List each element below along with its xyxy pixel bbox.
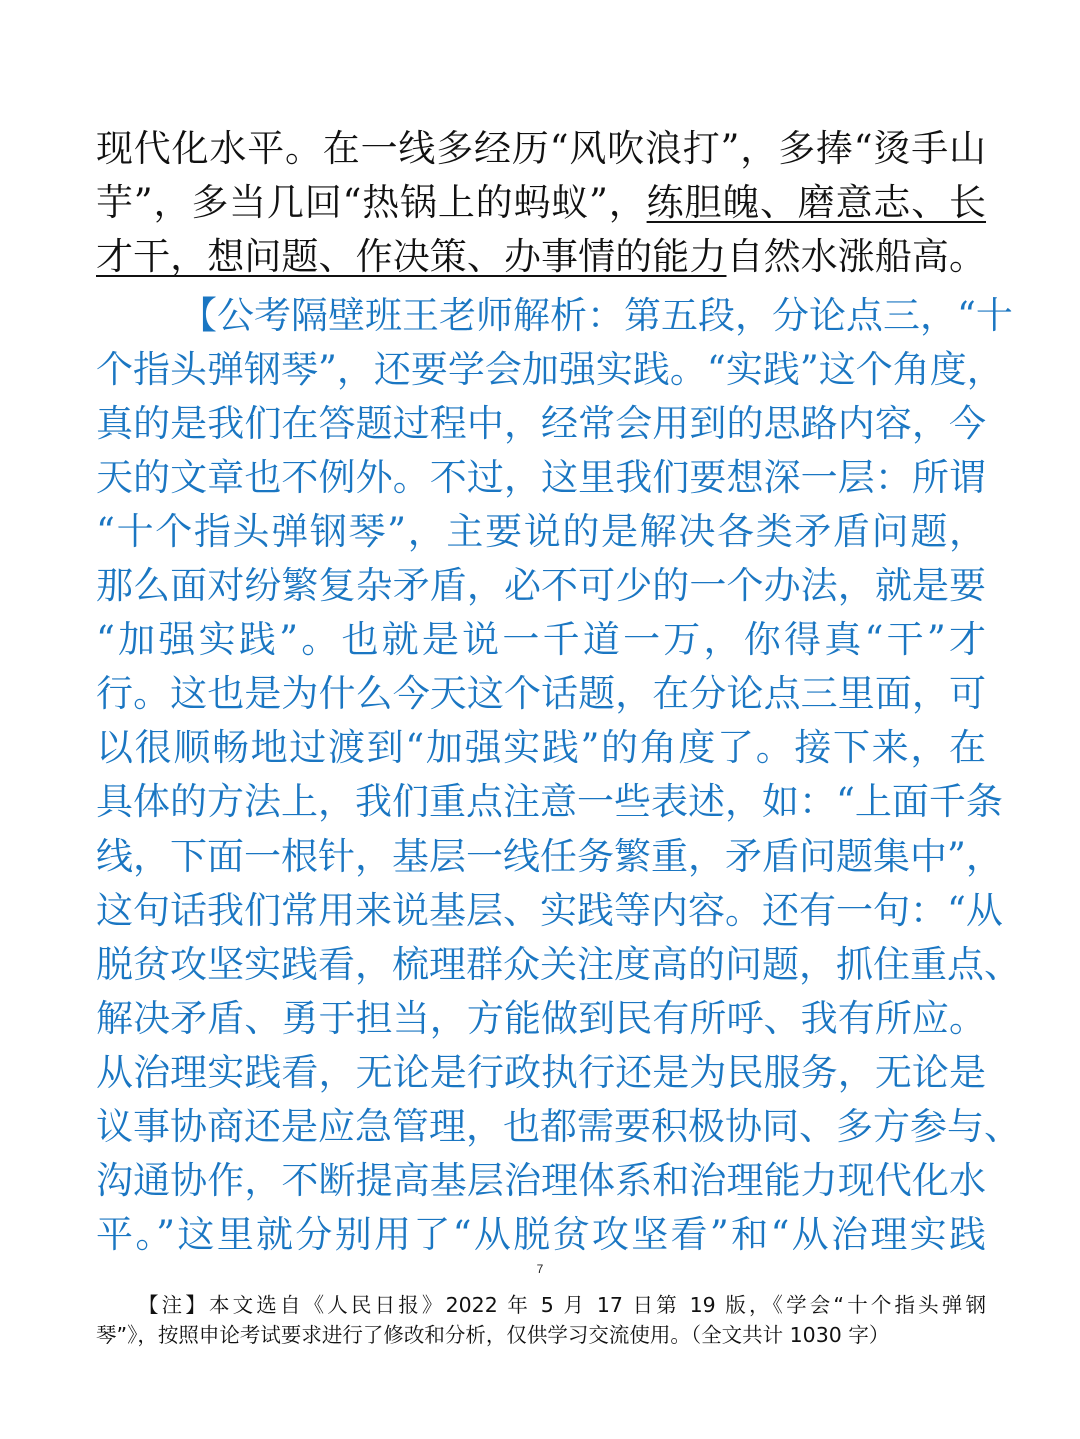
analysis-text-line: “加强实践”。也就是说一千道一万，你得真“干”才: [96, 618, 986, 662]
analysis-text-line: 真的是我们在答题过程中，经常会用到的思路内容，今: [96, 402, 986, 446]
body-text: 自然水涨船高。: [726, 235, 987, 278]
analysis-text-line: 个指头弹钢琴”，还要学会加强实践。“实践”这个角度，: [96, 348, 1004, 392]
analysis-text-line: 从治理实践看，无论是行政执行还是为民服务，无论是: [96, 1050, 986, 1094]
underlined-text: 练胆魄、磨意志、长: [646, 181, 987, 224]
analysis-text-line: “十个指头弹钢琴”，主要说的是解决各类矛盾问题，: [96, 510, 986, 554]
body-text: 现代化水平。在一线多经历“风吹浪打”，多捧“烫手山: [96, 127, 986, 170]
footnote-line: 【注】本文选自《人民日报》2022 年 5 月 17 日第 19 版，《学会“十个指头弹钢: [138, 1293, 986, 1317]
underlined-text: 才干，想问题、作决策、办事情的能力: [96, 235, 727, 278]
analysis-text-line: 那么面对纷繁复杂矛盾，必不可少的一个办法，就是要: [96, 564, 986, 608]
analysis-text-line: 具体的方法上，我们重点注意一些表述，如：“上面千条: [96, 780, 1003, 824]
analysis-text-line: 沟通协作，不断提高基层治理体系和治理能力现代化水: [96, 1158, 986, 1202]
analysis-text-line: 脱贫攻坚实践看，梳理群众关注度高的问题，抓住重点、: [96, 942, 1021, 986]
analysis-text-line: 平。”这里就分别用了“从脱贫攻坚看”和“从治理实践: [96, 1212, 986, 1256]
page-number: 7: [536, 1262, 544, 1276]
footnote-line: 琴”》，按照申论考试要求进行了修改和分析，仅供学习交流使用。（全文共计 1030 字）: [96, 1323, 890, 1347]
body-text-line: [96, 176, 986, 230]
analysis-text-line: 天的文章也不例外。不过，这里我们要想深一层：所谓: [96, 456, 986, 500]
analysis-text-line: 以很顺畅地过渡到“加强实践”的角度了。接下来，在: [96, 726, 986, 770]
body-text-line: [96, 122, 986, 176]
body-text: 芋”，多当几回“热锅上的蚂蚁”，: [96, 181, 647, 224]
analysis-text-line: 议事协商还是应急管理，也都需要积极协同、多方参与、: [96, 1104, 1021, 1148]
analysis-text-line: 这句话我们常用来说基层、实践等内容。还有一句：“从: [96, 888, 1003, 932]
analysis-text-line: 【公考隔壁班王老师解析：第五段，分论点三，“十: [180, 294, 1013, 337]
analysis-text-line: 解决矛盾、勇于担当，方能做到民有所呼、我有所应。: [96, 996, 986, 1040]
analysis-text-line: 线，下面一根针，基层一线任务繁重，矛盾问题集中”，: [96, 834, 1003, 878]
body-text-line: [96, 230, 986, 284]
analysis-text-line: 行。这也是为什么今天这个话题，在分论点三里面，可: [96, 672, 986, 716]
